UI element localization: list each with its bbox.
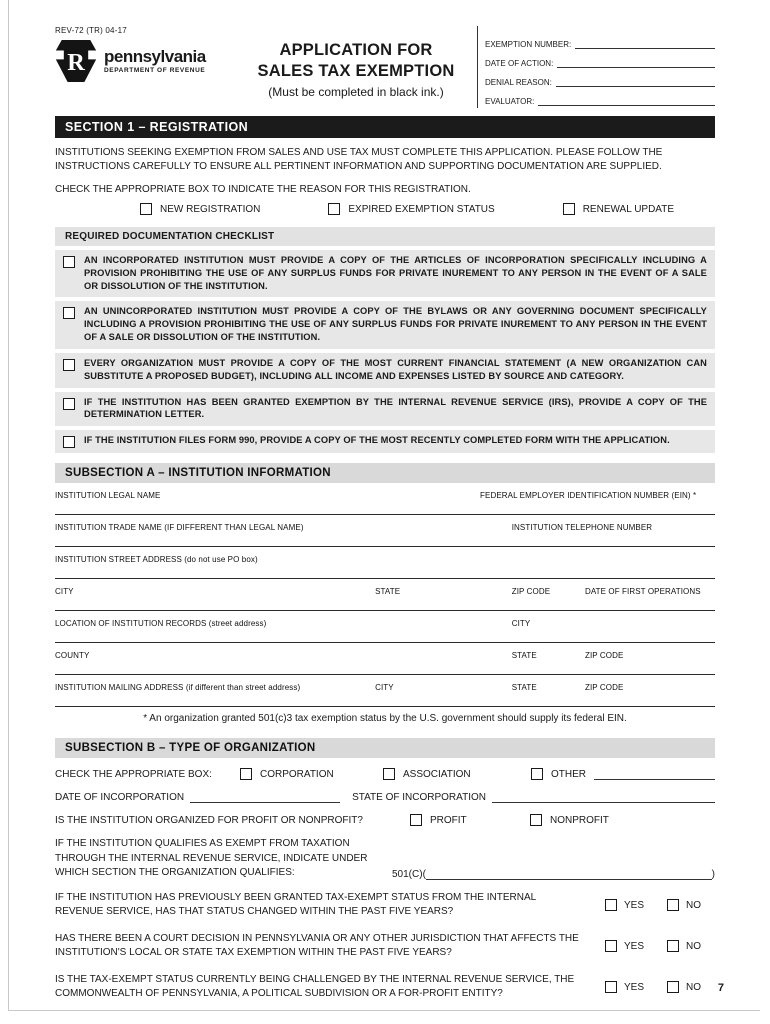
- county-label: COUNTY: [55, 651, 90, 661]
- no-label: NO: [686, 981, 701, 993]
- field-row-mailing-address: [55, 675, 715, 707]
- profit-label: PROFIT: [430, 814, 467, 826]
- checklist-item-text: AN UNINCORPORATED INSTITUTION MUST PROVIDE A COPY OF THE BYLAWS OR ANY GOVERNING DOCUMENT SPECIFICALLY INCLUDING A PROVISION PROHIBITING THE USE OF ANY SURPLUS FUNDS FOR PRIVATE INUREMENT TO ANY PERSON IN THE EVENT OF A SALE OR DISSOLUTION OF THE INSTITUTION.: [84, 306, 707, 343]
- form-number: REV-72 (TR) 04-17: [55, 26, 127, 35]
- mailing-state-label: STATE: [511, 683, 537, 693]
- irs-section-prefix: 501(C)(: [392, 868, 426, 880]
- checkbox-irs-determination-letter[interactable]: [63, 398, 75, 410]
- registration-reason-options: [55, 203, 715, 215]
- pa-revenue-logo: [55, 39, 235, 83]
- section1-intro: INSTITUTIONS SEEKING EXEMPTION FROM SALES AND USE TAX MUST COMPLETE THIS APPLICATION. PLEASE FOLLOW THE INSTRUCTIONS CAREFULLY TO ENSURE ALL PERTINENT INFORMATION AND SUPPORTING DOCUMENTATION ARE SUPPLIED.: [55, 147, 663, 172]
- exemption-number-line[interactable]: [575, 37, 715, 49]
- new-registration-label: NEW REGISTRATION: [160, 203, 261, 215]
- checkbox-profit[interactable]: [410, 814, 422, 826]
- checklist-item-text: IF THE INSTITUTION HAS BEEN GRANTED EXEMPTION BY THE INTERNAL REVENUE SERVICE (IRS), PROVIDE A COPY OF THE DETERMINATION LETTER.: [84, 396, 707, 420]
- option-profit: [410, 814, 530, 826]
- irs-section-entry: [392, 868, 715, 881]
- denial-reason-label: DENIAL REASON:: [485, 78, 552, 87]
- irs-section-row: [55, 837, 715, 881]
- checkbox-nonprofit[interactable]: [530, 814, 542, 826]
- state-of-incorporation-line[interactable]: [492, 791, 715, 803]
- field-mailing-address[interactable]: [55, 675, 375, 706]
- profit-nonprofit-row: [55, 814, 715, 826]
- field-city[interactable]: [55, 579, 375, 610]
- date-of-action-label: DATE OF ACTION:: [485, 59, 554, 68]
- logo-department: DEPARTMENT OF REVENUE: [104, 67, 206, 74]
- form-title-block: [235, 26, 477, 108]
- checkbox-incorporated-articles[interactable]: [63, 256, 75, 268]
- field-row-records-location: [55, 611, 715, 643]
- field-institution-telephone[interactable]: [512, 515, 715, 546]
- field-mailing-zip[interactable]: [585, 675, 715, 706]
- records-city-label: CITY: [511, 619, 531, 629]
- nonprofit-label: NONPROFIT: [550, 814, 609, 826]
- question-court-decision: [55, 932, 715, 961]
- keystone-icon: [55, 39, 97, 83]
- evaluator-label: EVALUATOR:: [485, 97, 535, 106]
- form-header: [55, 26, 715, 108]
- checkbox-form-990[interactable]: [63, 436, 75, 448]
- yes-label: YES: [624, 899, 645, 911]
- field-row-street-address: [55, 547, 715, 579]
- irs-section-line[interactable]: [426, 868, 712, 880]
- field-state[interactable]: [375, 579, 512, 610]
- page-number: 7: [717, 982, 724, 994]
- office-use-box: [477, 26, 715, 108]
- required-documentation-checklist: [55, 227, 715, 453]
- city-label: CITY: [55, 587, 74, 597]
- checkbox-court-decision-yes[interactable]: [605, 940, 617, 952]
- checkbox-status-challenged-no[interactable]: [667, 981, 679, 993]
- state-label: STATE: [375, 587, 401, 597]
- checklist-item-text: IF THE INSTITUTION FILES FORM 990, PROVIDE A COPY OF THE MOST RECENTLY COMPLETED FORM WITH THE APPLICATION.: [84, 435, 670, 446]
- option-other: [531, 768, 715, 780]
- question-text: HAS THERE BEEN A COURT DECISION IN PENNSYLVANIA OR ANY OTHER JURISDICTION THAT AFFECTS THE INSTITUTION'S LOCAL OR STATE TAX EXEMPTION WITHIN THE PAST FIVE YEARS?: [55, 932, 579, 959]
- field-county[interactable]: [55, 643, 512, 674]
- checklist-item-unincorporated: [55, 301, 715, 348]
- field-records-city[interactable]: [512, 611, 715, 642]
- mailing-address-label: INSTITUTION MAILING ADDRESS (if different than street address): [55, 683, 301, 693]
- question-status-changed: [55, 891, 715, 920]
- question-status-challenged: [55, 973, 715, 1002]
- court-decision-yes: [605, 940, 667, 952]
- field-county-zip[interactable]: [585, 643, 715, 674]
- subsection-a-header: SUBSECTION A – INSTITUTION INFORMATION: [55, 463, 715, 483]
- field-institution-legal-name[interactable]: [55, 483, 480, 514]
- option-nonprofit: [530, 814, 609, 826]
- checklist-item-irs-determination: [55, 392, 715, 427]
- status-changed-yes: [605, 899, 667, 911]
- yes-label: YES: [624, 981, 645, 993]
- expired-exemption-status-label: EXPIRED EXEMPTION STATUS: [348, 203, 495, 215]
- subsection-b-body: [55, 758, 715, 1002]
- court-decision-no: [667, 940, 715, 952]
- checkbox-renewal-update[interactable]: [563, 203, 575, 215]
- option-corporation: [240, 768, 383, 780]
- office-row-denial-reason: [485, 68, 715, 87]
- date-first-operations-label: DATE OF FIRST OPERATIONS: [584, 587, 701, 597]
- field-row-trade-name: [55, 515, 715, 547]
- checkbox-financial-statement[interactable]: [63, 359, 75, 371]
- option-renewal-update: [563, 203, 674, 215]
- no-label: NO: [686, 940, 701, 952]
- date-of-action-line[interactable]: [557, 56, 715, 68]
- ein-footnote: * An organization granted 501(c)3 tax exemption status by the U.S. government should supply its federal EIN.: [143, 713, 627, 725]
- organization-type-row: [55, 768, 715, 780]
- field-row-city-state-zip: [55, 579, 715, 611]
- option-expired-exemption-status: [328, 203, 494, 215]
- checklist-item-text: EVERY ORGANIZATION MUST PROVIDE A COPY OF THE MOST CURRENT FINANCIAL STATEMENT (A NEW ORGANIZATION CAN SUBSTITUTE A PROPOSED BUDGET), INCLUDING ALL INCOME AND EXPENSES LISTED BY SOURCE AND CATEGORY.: [84, 357, 707, 381]
- status-challenged-yes: [605, 981, 667, 993]
- checkbox-court-decision-no[interactable]: [667, 940, 679, 952]
- field-row-county: [55, 643, 715, 675]
- option-association: [383, 768, 531, 780]
- logo-state-name: pennsylvania: [104, 47, 206, 66]
- form-subtitle: (Must be completed in black ink.): [268, 85, 444, 100]
- question-text: IS THE TAX-EXEMPT STATUS CURRENTLY BEING CHALLENGED BY THE INTERNAL REVENUE SERVICE, THE COMMONWEALTH OF PENNSYLVANIA, A POLITICAL SUBDIVISION OR A FOR-PROFIT ENTITY?: [55, 973, 575, 1000]
- subsection-b-header: SUBSECTION B – TYPE OF ORGANIZATION: [55, 738, 715, 758]
- other-label: OTHER: [551, 768, 586, 780]
- office-row-evaluator: [485, 87, 715, 106]
- field-zip-code[interactable]: [512, 579, 585, 610]
- other-type-line[interactable]: [594, 768, 715, 780]
- yes-label: YES: [624, 940, 645, 952]
- field-institution-street-address[interactable]: [55, 547, 715, 578]
- corporation-label: CORPORATION: [260, 768, 334, 780]
- renewal-update-label: RENEWAL UPDATE: [582, 203, 675, 215]
- option-new-registration: [140, 203, 260, 215]
- checkbox-status-changed-no[interactable]: [667, 899, 679, 911]
- records-location-label: LOCATION OF INSTITUTION RECORDS (street address): [55, 619, 267, 629]
- mailing-zip-label: ZIP CODE: [584, 683, 624, 693]
- checkbox-status-challenged-yes[interactable]: [605, 981, 617, 993]
- status-changed-no: [667, 899, 715, 911]
- type-prompt: CHECK THE APPROPRIATE BOX:: [55, 768, 212, 780]
- irs-section-suffix: ): [711, 868, 715, 880]
- evaluator-line[interactable]: [538, 94, 715, 106]
- office-row-exemption-number: [485, 30, 715, 49]
- checklist-item-form-990: [55, 430, 715, 453]
- field-mailing-city[interactable]: [375, 675, 512, 706]
- mailing-city-label: CITY: [375, 683, 394, 693]
- form-title-line1: APPLICATION FOR: [279, 41, 433, 59]
- checkbox-new-registration[interactable]: [140, 203, 152, 215]
- section1-header: SECTION 1 – REGISTRATION: [55, 116, 715, 138]
- form-title-line2: SALES TAX EXEMPTION: [257, 61, 455, 80]
- date-of-incorporation-label: DATE OF INCORPORATION: [55, 792, 185, 804]
- field-institution-trade-name[interactable]: [55, 515, 512, 546]
- exemption-number-label: EXEMPTION NUMBER:: [485, 40, 572, 49]
- incorporation-row: [55, 791, 715, 803]
- state-of-incorporation-label: STATE OF INCORPORATION: [352, 792, 486, 804]
- question-text: IF THE INSTITUTION HAS PREVIOUSLY BEEN GRANTED TAX-EXEMPT STATUS FROM THE INTERNAL REVENUE SERVICE, HAS THAT STATUS CHANGED WITHIN THE PAST FIVE YEARS?: [55, 891, 536, 918]
- checkbox-status-changed-yes[interactable]: [605, 899, 617, 911]
- field-federal-ein[interactable]: [480, 483, 715, 514]
- county-state-label: STATE: [511, 651, 537, 661]
- office-row-date-of-action: [485, 49, 715, 68]
- checkbox-unincorporated-bylaws[interactable]: [63, 307, 75, 319]
- denial-reason-line[interactable]: [556, 75, 715, 87]
- checklist-item-incorporated: [55, 250, 715, 297]
- date-of-incorporation-line[interactable]: [190, 791, 340, 803]
- profit-question: IS THE INSTITUTION ORGANIZED FOR PROFIT OR NONPROFIT?: [55, 814, 363, 826]
- checkbox-expired-exemption-status[interactable]: [328, 203, 340, 215]
- ein-label: FEDERAL EMPLOYER IDENTIFICATION NUMBER (EIN) *: [480, 491, 697, 501]
- svg-text:R: R: [67, 49, 85, 77]
- association-label: ASSOCIATION: [403, 768, 471, 780]
- no-label: NO: [686, 899, 701, 911]
- trade-name-label: INSTITUTION TRADE NAME (IF DIFFERENT THAN LEGAL NAME): [55, 523, 304, 533]
- checklist-item-text: AN INCORPORATED INSTITUTION MUST PROVIDE A COPY OF THE ARTICLES OF INCORPORATION SPECIFICALLY INCLUDING A PROVISION PROHIBITING THE USE OF ANY SURPLUS FUNDS FOR PRIVATE INUREMENT TO ANY PERSON IN THE EVENT OF A SALE OR DISSOLUTION OF THE INSTITUTION.: [84, 255, 707, 291]
- checkbox-association[interactable]: [383, 768, 395, 780]
- checklist-item-financial-statement: [55, 353, 715, 388]
- checkbox-corporation[interactable]: [240, 768, 252, 780]
- field-records-location[interactable]: [55, 611, 512, 642]
- field-county-state[interactable]: [512, 643, 585, 674]
- checklist-title: REQUIRED DOCUMENTATION CHECKLIST: [55, 227, 715, 246]
- checkbox-other[interactable]: [531, 768, 543, 780]
- zip-code-label: ZIP CODE: [511, 587, 551, 597]
- field-row-legal-name: [55, 483, 715, 515]
- irs-section-question: IF THE INSTITUTION QUALIFIES AS EXEMPT FROM TAXATION THROUGH THE INTERNAL REVENUE SERVICE, INDICATE UNDER WHICH SECTION THE ORGANIZATION QUALIFIES:: [55, 838, 368, 879]
- reason-prompt: CHECK THE APPROPRIATE BOX TO INDICATE THE REASON FOR THIS REGISTRATION.: [55, 184, 471, 195]
- street-address-label: INSTITUTION STREET ADDRESS (do not use PO box): [55, 555, 258, 565]
- status-challenged-no: [667, 981, 715, 993]
- county-zip-label: ZIP CODE: [584, 651, 624, 661]
- legal-name-label: INSTITUTION LEGAL NAME: [55, 491, 161, 501]
- logo-text: [104, 48, 206, 74]
- field-date-first-operations[interactable]: [585, 579, 715, 610]
- telephone-label: INSTITUTION TELEPHONE NUMBER: [511, 523, 653, 533]
- header-left: [55, 26, 235, 108]
- field-mailing-state[interactable]: [512, 675, 585, 706]
